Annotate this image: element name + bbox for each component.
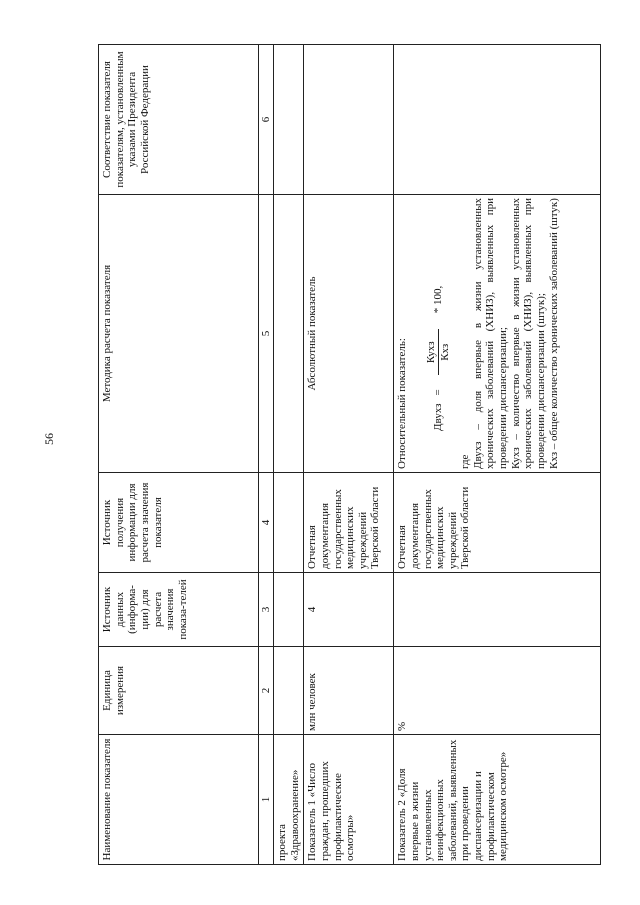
indicator-2-info-source: Отчетная документация государственных медицинских учреждений Тверской области <box>394 473 601 573</box>
method-intro: Относительный показатель: <box>396 338 409 469</box>
indicator-2-name: Показатель 2 «Доля впервые в жизни установленных неинфекционных заболеваний, выявленных при проведении диспансеризации и профилактическом медицинском осмотре» <box>394 735 601 865</box>
formula-numerator: Кухз <box>424 341 437 364</box>
project-name: проекта «Здравоохранение» <box>274 735 304 865</box>
column-number: 5 <box>259 195 274 473</box>
column-number: 2 <box>259 647 274 735</box>
column-number: 3 <box>259 573 274 647</box>
definition-3: Кхз – общее количество хронических заболеваний (штук) <box>547 198 560 469</box>
indicator-1-row <box>304 45 394 865</box>
header-info-source: Источник получения информации для расчета значения показателя <box>99 473 259 573</box>
page-number: 56 <box>42 433 56 445</box>
indicator-1-compliance <box>304 45 394 195</box>
indicator-2-data-source <box>394 573 601 647</box>
indicator-1-method: Абсолютный показатель <box>304 195 394 473</box>
formula-equals: = <box>431 389 444 396</box>
header-row <box>99 45 259 865</box>
empty-cell <box>274 573 304 647</box>
empty-cell <box>274 195 304 473</box>
empty-cell <box>274 45 304 195</box>
indicator-1-unit: млн человек <box>304 647 394 735</box>
formula-where: где <box>459 454 472 469</box>
indicator-2-unit: % <box>394 647 601 735</box>
project-row <box>274 45 304 865</box>
empty-cell <box>274 473 304 573</box>
indicator-2-method <box>394 195 601 473</box>
column-number: 6 <box>259 45 274 195</box>
header-indicator-name: Наименование показателя <box>99 735 259 865</box>
formula <box>425 198 451 431</box>
column-number: 1 <box>259 735 274 865</box>
indicators-table <box>98 44 601 865</box>
indicator-1-info-source: Отчетная документация государственных медицинских учреждений Тверской области <box>304 473 394 573</box>
header-unit: Единица измерения <box>99 647 259 735</box>
definition-2: Кухз – количество впервые в жизни установленных хронических заболеваний (ХНИЗ), выявленных при проведении диспансеризации (штук); <box>509 198 548 469</box>
indicator-1-data-source: 4 <box>304 573 394 647</box>
column-number: 4 <box>259 473 274 573</box>
indicator-1-name: Показатель 1 «Число граждан, прошедших профилактические осмотры» <box>304 735 394 865</box>
column-number-row <box>259 45 274 865</box>
formula-fraction <box>425 329 451 375</box>
header-method: Методика расчета показателя <box>99 195 259 473</box>
formula-tail: * 100, <box>431 285 444 314</box>
definition-1: Двухз – доля впервые в жизни установленных хронических заболеваний (ХНИЗ), выявленных при проведении диспансеризации; <box>471 198 510 469</box>
indicator-2-row <box>394 45 601 865</box>
header-compliance: Соответствие показателя показателям, установленным указами Президента Российской Федерации <box>99 45 259 195</box>
rotated-table-container <box>98 45 601 865</box>
formula-denominator: Кхз <box>438 343 451 361</box>
formula-lhs: Двухз <box>431 403 444 431</box>
header-data-source: Источник данных (информа-ции) для расчета значения показа-телей <box>99 573 259 647</box>
empty-cell <box>274 647 304 735</box>
indicator-2-compliance <box>394 45 601 195</box>
